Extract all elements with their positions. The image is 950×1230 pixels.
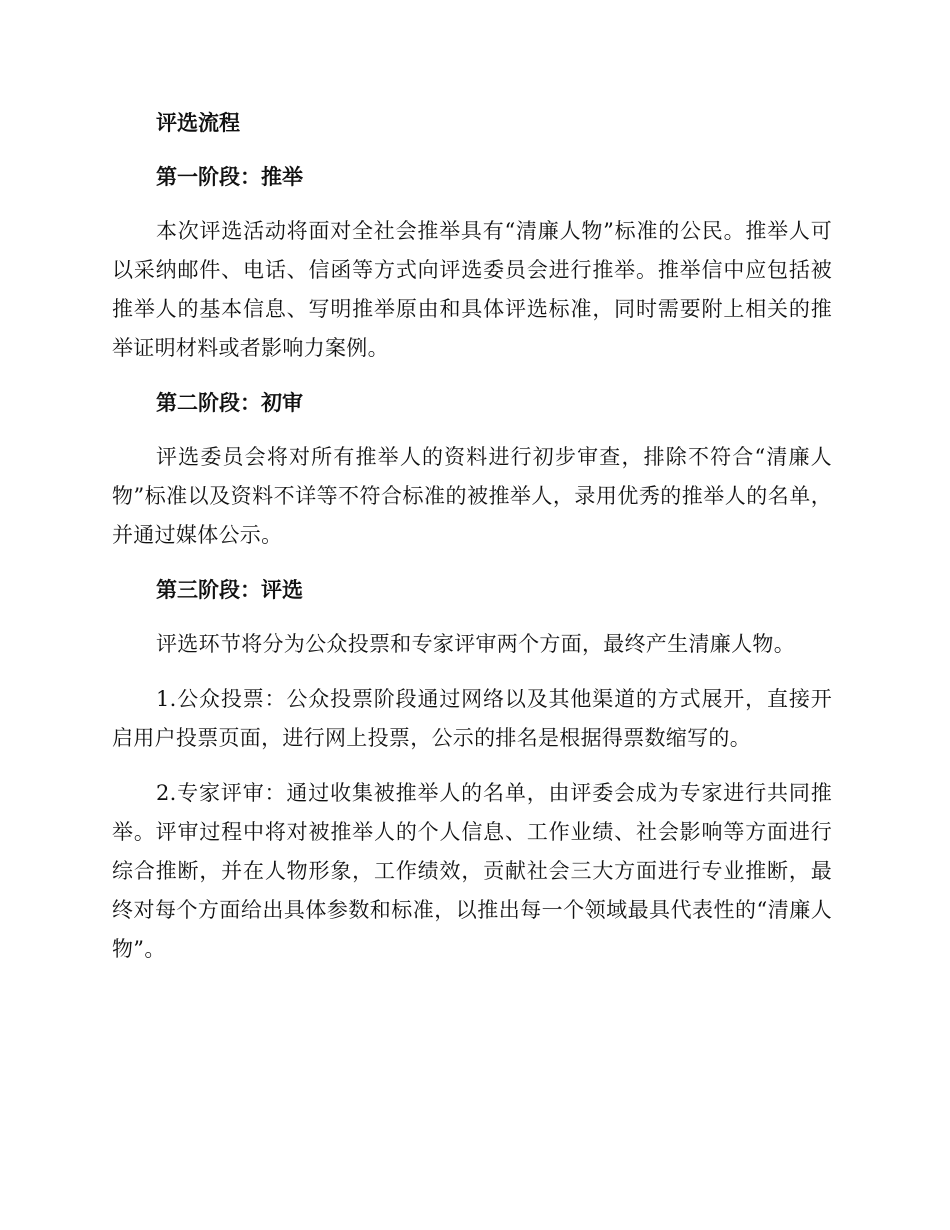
stage2-paragraph: 评选委员会将对所有推举人的资料进行初步审查，排除不符合“清廉人物”标准以及资料不详等不符合标准的被推举人，录用优秀的推举人的名单，并通过媒体公示。 [112,445,832,547]
stage3-intro-paragraph: 评选环节将分为公众投票和专家评审两个方面，最终产生清廉人物。 [156,632,795,656]
stage2-heading: 第二阶段：初审 [156,391,303,415]
document-body [112,104,832,969]
document-title: 评选流程 [156,111,240,135]
stage1-paragraph: 本次评选活动将面对全社会推举具有“清廉人物”标准的公民。推举人可以采纳邮件、电话、信函等方式向评选委员会进行推举。推举信中应包括被推举人的基本信息、写明推举原由和具体评选标准，同时需要附上相关的推举证明材料或者影响力案例。 [112,219,832,360]
stage3-item-expert-review: 2.专家评审：通过收集被推举人的名单，由评委会成为专家进行共同推举。评审过程中将对被推举人的个人信息、工作业绩、社会影响等方面进行综合推断，并在人物形象，工作绩效，贡献社会三大方面进行专业推断，最终对每个方面给出具体参数和标准，以推出每一个领域最具代表性的“清廉人物”。 [112,781,832,961]
stage1-heading: 第一阶段：推举 [156,165,303,189]
stage3-item-public-vote: 1.公众投票：公众投票阶段通过网络以及其他渠道的方式展开，直接开启用户投票页面，进行网上投票，公示的排名是根据得票数缩写的。 [112,687,832,750]
stage3-heading: 第三阶段：评选 [156,578,303,602]
